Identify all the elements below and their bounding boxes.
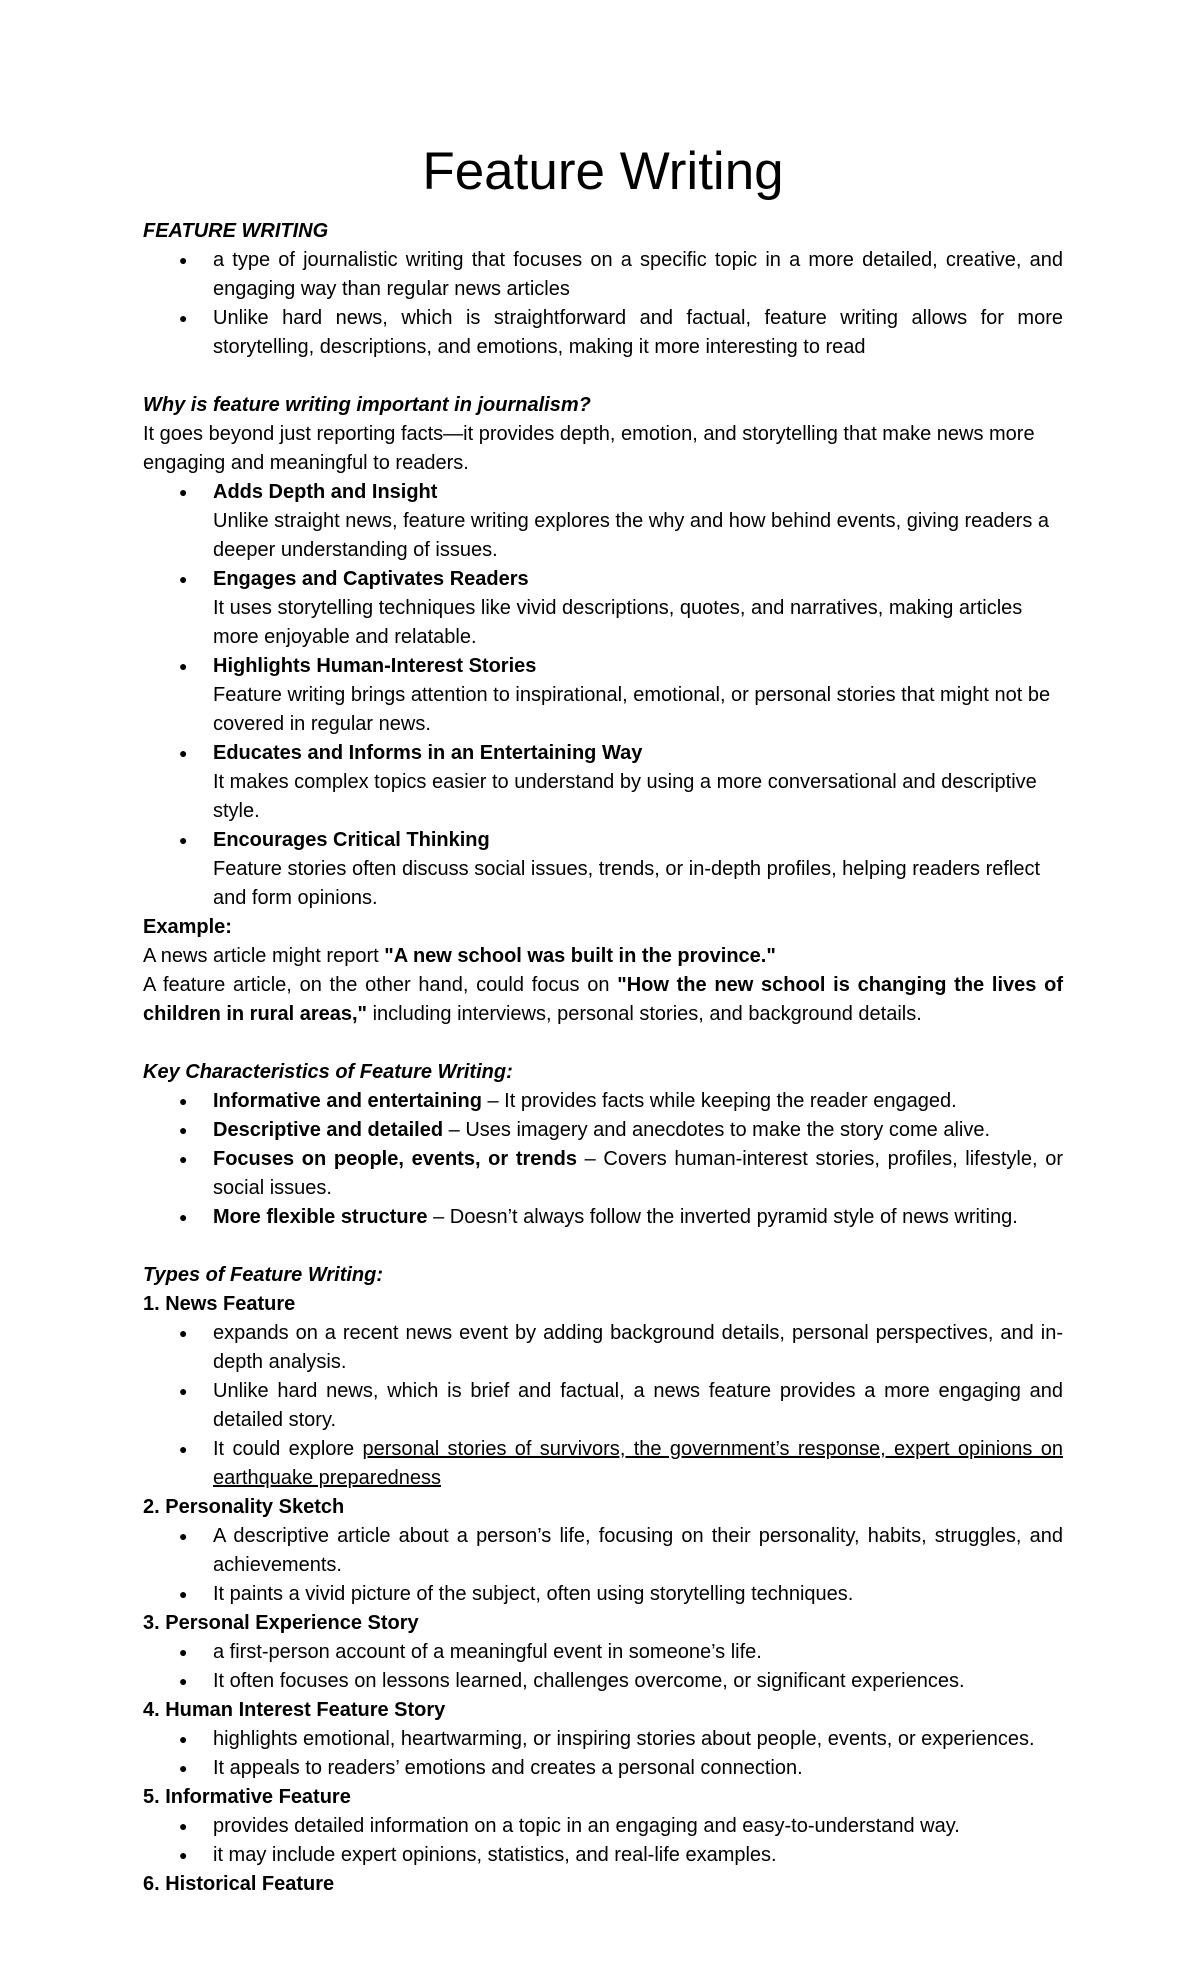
- informative-bullet: ● provides detailed information on a topic in an engaging and easy-to-understand way.: [143, 1812, 1063, 1841]
- example-line-2: [143, 971, 1063, 1029]
- characteristic-term: More flexible structure: [213, 1206, 428, 1228]
- news-feature-list: [143, 1319, 1063, 1493]
- example-line-2-quote: "How the new school is changing the lives of children in rural areas,": [143, 974, 1063, 1025]
- importance-lead: It goes beyond just reporting facts—it provides depth, emotion, and storytelling that make news more engaging and meaningful to readers.: [143, 423, 1035, 474]
- characteristic-item: [143, 1116, 1063, 1145]
- human-interest-list: [143, 1725, 1063, 1783]
- importance-list: [143, 478, 1063, 913]
- characteristic-text: – Covers human-interest stories, profiles, lifestyle, or social issues.: [213, 1148, 1063, 1199]
- importance-item-desc: Feature stories often discuss social issues, trends, or in-depth profiles, helping readers reflect and form opinions.: [213, 858, 1041, 909]
- importance-item-desc: It uses storytelling techniques like vivid descriptions, quotes, and narratives, making articles more enjoyable and relatable.: [213, 597, 1023, 648]
- types-heading: Types of Feature Writing:: [143, 1264, 384, 1286]
- document-content: [143, 140, 1063, 1899]
- news-feature-bullet: ● Unlike hard news, which is brief and factual, a news feature provides a more engaging and detailed story.: [143, 1377, 1063, 1435]
- example-line-1-prefix: A news article might report: [143, 945, 385, 967]
- news-feature-bullet: [143, 1435, 1063, 1493]
- type-title-human-interest: 4. Human Interest Feature Story: [143, 1699, 446, 1721]
- characteristic-item: [143, 1203, 1063, 1232]
- characteristics-list: [143, 1087, 1063, 1232]
- example-line-2-suffix: including interviews, personal stories, and background details.: [367, 1003, 922, 1025]
- spacer: [143, 1232, 1063, 1261]
- importance-item-desc: It makes complex topics easier to understand by using a more conversational and descriptive style.: [213, 771, 1037, 822]
- characteristic-term: Informative and entertaining: [213, 1090, 482, 1112]
- spacer: [143, 1029, 1063, 1058]
- type-title-news-feature: 1. News Feature: [143, 1293, 296, 1315]
- intro-bullet: ● a type of journalistic writing that focuses on a specific topic in a more detailed, creative, and engaging way than regular news articles: [143, 246, 1063, 304]
- type-title-personality-sketch: 2. Personality Sketch: [143, 1496, 345, 1518]
- news-feature-bullet: ● expands on a recent news event by adding background details, personal perspectives, and in-depth analysis.: [143, 1319, 1063, 1377]
- intro-heading: FEATURE WRITING: [143, 220, 329, 242]
- example-line-2-prefix: A feature article, on the other hand, could focus on: [143, 974, 618, 996]
- page-title: Feature Writing: [422, 142, 784, 201]
- characteristic-item: [143, 1145, 1063, 1203]
- characteristic-term: Focuses on people, events, or trends: [213, 1148, 577, 1170]
- characteristic-text: – Uses imagery and anecdotes to make the story come alive.: [443, 1119, 991, 1141]
- importance-item-title: ● Adds Depth and Insight: [213, 481, 438, 503]
- importance-item-desc: Unlike straight news, feature writing explores the why and how behind events, giving readers a deeper understanding of issues.: [213, 510, 1050, 561]
- importance-heading: Why is feature writing important in journalism?: [143, 394, 591, 416]
- informative-list: [143, 1812, 1063, 1870]
- human-interest-bullet: ● It appeals to readers’ emotions and creates a personal connection.: [143, 1754, 1063, 1783]
- importance-item: [143, 739, 1063, 826]
- characteristic-term: Descriptive and detailed: [213, 1119, 444, 1141]
- type-title-personal-experience: 3. Personal Experience Story: [143, 1612, 419, 1634]
- importance-item: [143, 478, 1063, 565]
- characteristic-text: – Doesn’t always follow the inverted pyramid style of news writing.: [427, 1206, 1018, 1228]
- personality-sketch-bullet: ● It paints a vivid picture of the subject, often using storytelling techniques.: [143, 1580, 1063, 1609]
- characteristic-item: [143, 1087, 1063, 1116]
- spacer: [143, 362, 1063, 391]
- example-line-1-quote: "A new school was built in the province.": [384, 945, 776, 967]
- importance-item: [143, 652, 1063, 739]
- news-feature-underlined-text: personal stories of survivors, the government’s response, expert opinions on earthquake preparedness: [213, 1438, 1063, 1489]
- intro-bullet: ● Unlike hard news, which is straightforward and factual, feature writing allows for more storytelling, descriptions, and emotions, making it more interesting to read: [143, 304, 1063, 362]
- importance-item: [143, 565, 1063, 652]
- personal-experience-list: [143, 1638, 1063, 1696]
- human-interest-bullet: ● highlights emotional, heartwarming, or inspiring stories about people, events, or experiences.: [143, 1725, 1063, 1754]
- type-title-informative: 5. Informative Feature: [143, 1786, 351, 1808]
- example-line-1: [143, 942, 1063, 971]
- intro-list: [143, 246, 1063, 362]
- personality-sketch-list: [143, 1522, 1063, 1609]
- personal-experience-bullet: ● It often focuses on lessons learned, challenges overcome, or significant experiences.: [143, 1667, 1063, 1696]
- importance-item-title: ● Engages and Captivates Readers: [213, 568, 529, 590]
- example-label: Example:: [143, 916, 232, 938]
- importance-item-title: ● Highlights Human-Interest Stories: [213, 655, 537, 677]
- personal-experience-bullet: ● a first-person account of a meaningful event in someone’s life.: [143, 1638, 1063, 1667]
- news-feature-bullet-prefix: It could explore: [213, 1438, 363, 1460]
- characteristic-text: – It provides facts while keeping the reader engaged.: [481, 1090, 957, 1112]
- importance-item-title: ● Encourages Critical Thinking: [213, 829, 490, 851]
- type-title-historical: 6. Historical Feature: [143, 1873, 335, 1895]
- importance-item-title: ● Educates and Informs in an Entertaining Way: [213, 742, 643, 764]
- personality-sketch-bullet: ● A descriptive article about a person’s life, focusing on their personality, habits, struggles, and achievements.: [143, 1522, 1063, 1580]
- importance-item-desc: Feature writing brings attention to inspirational, emotional, or personal stories that might not be covered in regular news.: [213, 684, 1051, 735]
- characteristics-heading: Key Characteristics of Feature Writing:: [143, 1061, 513, 1083]
- informative-bullet: ● it may include expert opinions, statistics, and real-life examples.: [143, 1841, 1063, 1870]
- importance-item: [143, 826, 1063, 913]
